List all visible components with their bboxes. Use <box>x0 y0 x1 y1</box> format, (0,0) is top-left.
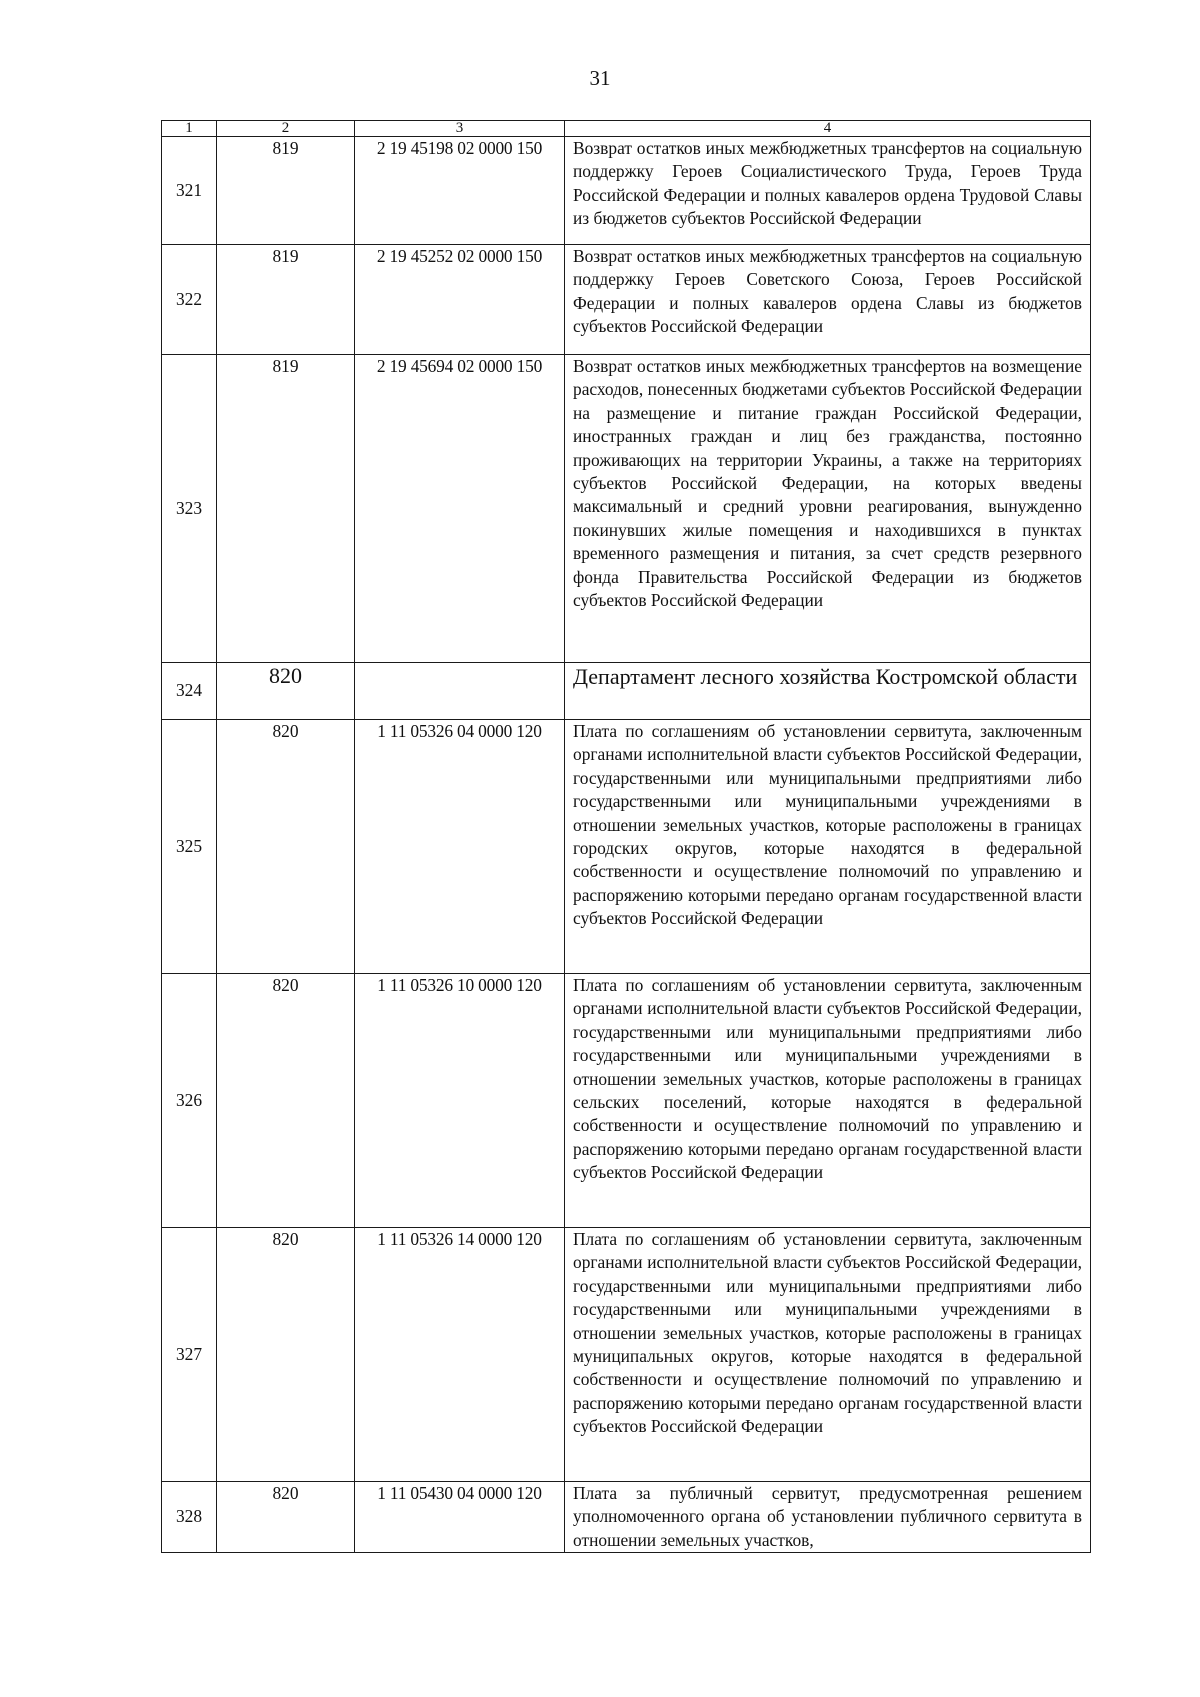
row-number: 324 <box>162 663 217 720</box>
column-header: 3 <box>355 121 565 137</box>
page-number: 31 <box>589 66 611 90</box>
income-description: Плата по соглашениям об установлении сервитута, заключенным органами исполнительной власти субъектов Российской Федерации, государственными или муниципальными предприятиями либо государственными или муниципальными учреждениями в отношении земельных участков, которые расположены в границах муниципальных округов, которые находятся в федеральной собственности и осуществление полномочий по управлению и распоряжению которыми передано органам государственной власти субъектов Российской Федерации <box>565 1228 1091 1482</box>
table-row <box>162 245 1091 355</box>
budget-class-code: 2 19 45198 02 0000 150 <box>355 137 565 245</box>
income-description: Плата за публичный сервитут, предусмотренная решением уполномоченного органа об установлении публичного сервитута в отношении земельных участков, <box>565 1482 1091 1553</box>
row-number: 323 <box>162 355 217 663</box>
admin-code: 820 <box>217 1482 355 1553</box>
table-row <box>162 1482 1091 1553</box>
column-header: 2 <box>217 121 355 137</box>
income-description: Возврат остатков иных межбюджетных трансфертов на социальную поддержку Героев Советского Союза, Героев Российской Федерации и полных кавалеров ордена Славы из бюджетов субъектов Российской Федерации <box>565 245 1091 355</box>
income-description: Возврат остатков иных межбюджетных трансфертов на социальную поддержку Героев Социалистического Труда, Героев Труда Российской Федерации и полных кавалеров ордена Трудовой Славы из бюджетов субъектов Российской Федерации <box>565 137 1091 245</box>
income-description: Возврат остатков иных межбюджетных трансфертов на возмещение расходов, понесенных бюджетами субъектов Российской Федерации на размещение и питание граждан Российской Федерации, иностранных граждан и лиц без гражданства, постоянно проживающих на территории Украины, а также на территориях субъектов Российской Федерации, на которых введены максимальный и средний уровни реагирования, вынужденно покинувших жилые помещения и находившихся в пунктах временного размещения и питания, за счет средств резервного фонда Правительства Российской Федерации из бюджетов субъектов Российской Федерации <box>565 355 1091 663</box>
table-row <box>162 137 1091 245</box>
department-name: Департамент лесного хозяйства Костромской области <box>565 663 1091 720</box>
admin-code: 820 <box>217 974 355 1228</box>
admin-code: 819 <box>217 245 355 355</box>
budget-class-code: 1 11 05326 10 0000 120 <box>355 974 565 1228</box>
column-header: 4 <box>565 121 1091 137</box>
admin-code: 820 <box>217 1228 355 1482</box>
admin-code: 820 <box>217 663 355 720</box>
budget-class-code: 2 19 45694 02 0000 150 <box>355 355 565 663</box>
row-number: 325 <box>162 720 217 974</box>
row-number: 322 <box>162 245 217 355</box>
budget-class-code <box>355 663 565 720</box>
budget-class-code: 1 11 05430 04 0000 120 <box>355 1482 565 1553</box>
budget-class-code: 1 11 05326 14 0000 120 <box>355 1228 565 1482</box>
income-description: Плата по соглашениям об установлении сервитута, заключенным органами исполнительной власти субъектов Российской Федерации, государственными или муниципальными предприятиями либо государственными или муниципальными учреждениями в отношении земельных участков, которые расположены в границах сельских поселений, которые находятся в федеральной собственности и осуществление полномочий по управлению и распоряжению которыми передано органам государственной власти субъектов Российской Федерации <box>565 974 1091 1228</box>
income-description: Плата по соглашениям об установлении сервитута, заключенным органами исполнительной власти субъектов Российской Федерации, государственными или муниципальными предприятиями либо государственными или муниципальными учреждениями в отношении земельных участков, которые расположены в границах городских округов, которые находятся в федеральной собственности и осуществление полномочий по управлению и распоряжению которыми передано органам государственной власти субъектов Российской Федерации <box>565 720 1091 974</box>
row-number: 321 <box>162 137 217 245</box>
department-row <box>162 663 1091 720</box>
row-number: 326 <box>162 974 217 1228</box>
table-row <box>162 1228 1091 1482</box>
admin-code: 819 <box>217 137 355 245</box>
admin-code: 819 <box>217 355 355 663</box>
column-header: 1 <box>162 121 217 137</box>
row-number: 328 <box>162 1482 217 1553</box>
table-row <box>162 974 1091 1228</box>
header-row <box>162 121 1091 137</box>
row-number: 327 <box>162 1228 217 1482</box>
table-row <box>162 720 1091 974</box>
budget-class-code: 1 11 05326 04 0000 120 <box>355 720 565 974</box>
table-row <box>162 355 1091 663</box>
budget-table <box>161 120 1091 1553</box>
admin-code: 820 <box>217 720 355 974</box>
budget-class-code: 2 19 45252 02 0000 150 <box>355 245 565 355</box>
